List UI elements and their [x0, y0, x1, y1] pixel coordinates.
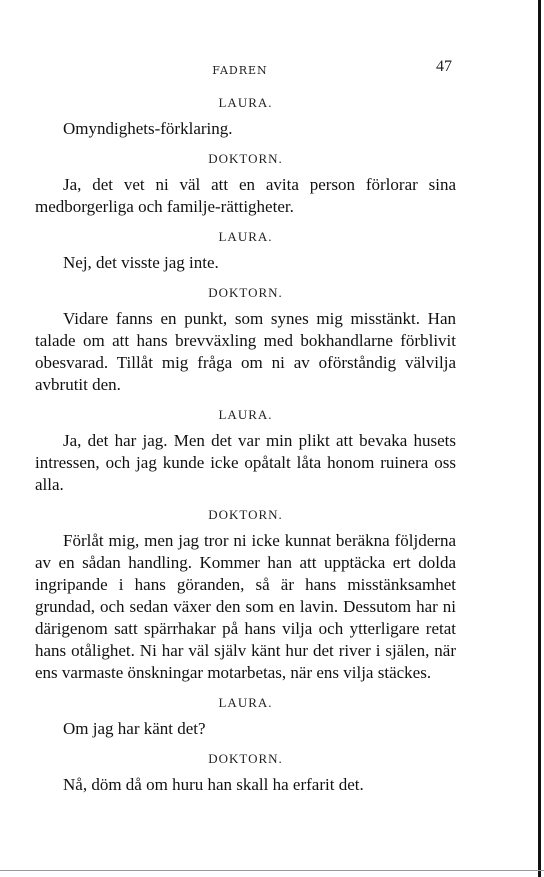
speech-text: Förlåt mig, men jag tror ni icke kunnat beräkna följderna av en sådan handling. Kommer han att upptäcka ert dolda ingripande i hans göranden, så är hans misstänksamhet grundad, och sedan växer den som en lavin. Dessutom har ni därigenom satt spärrhakar på hans vilja och ytterligare retat hans otålighet. Ni har väl själv känt hur det river i själen, när ens varmaste önskningar motarbetas, när ens vilja stäckes. [35, 531, 456, 682]
speech-text: Nej, det visste jag inte. [63, 253, 219, 272]
dialogue-body [35, 92, 456, 804]
speaker-name: DOKTORN. [208, 507, 283, 522]
speech-text: Ja, det har jag. Men det var min plikt att bevaka husets intressen, och jag kunde icke opåtalt låta honom ruinera oss alla. [35, 431, 456, 494]
speaker-name: LAURA. [218, 95, 273, 110]
speaker-name: DOKTORN. [208, 751, 283, 766]
page-edge-shadow [538, 0, 541, 877]
speech-text: Om jag har känt det? [63, 719, 206, 738]
dialogue-block [35, 92, 456, 140]
dialogue-block [35, 692, 456, 740]
dialogue-block [35, 504, 456, 684]
dialogue-block [35, 282, 456, 396]
dialogue-block [35, 226, 456, 274]
dialogue-block [35, 404, 456, 496]
speech-text: Ja, det vet ni väl att en avita person förlorar sina medborgerliga och familje-rättigheter. [35, 175, 456, 216]
speaker-name: DOKTORN. [208, 151, 283, 166]
dialogue-block [35, 748, 456, 796]
speech-text: Nå, döm då om huru han skall ha erfarit det. [63, 775, 364, 794]
speech-text: Omyndighets-förklaring. [63, 119, 233, 138]
running-title: FADREN [212, 64, 268, 77]
page-edge-line [0, 870, 544, 871]
speaker-name: LAURA. [218, 407, 273, 422]
speaker-name: DOKTORN. [208, 285, 283, 300]
dialogue-block [35, 148, 456, 218]
speaker-name: LAURA. [218, 229, 273, 244]
page-number: 47 [436, 58, 452, 75]
speech-text: Vidare fanns en punkt, som synes mig misstänkt. Han talade om att hans brevväxling med bokhandlarne förblivit obesvarad. Tillåt mig fråga om ni av oförståndig välvilja avbrutit den. [35, 309, 456, 394]
speaker-name: LAURA. [218, 695, 273, 710]
